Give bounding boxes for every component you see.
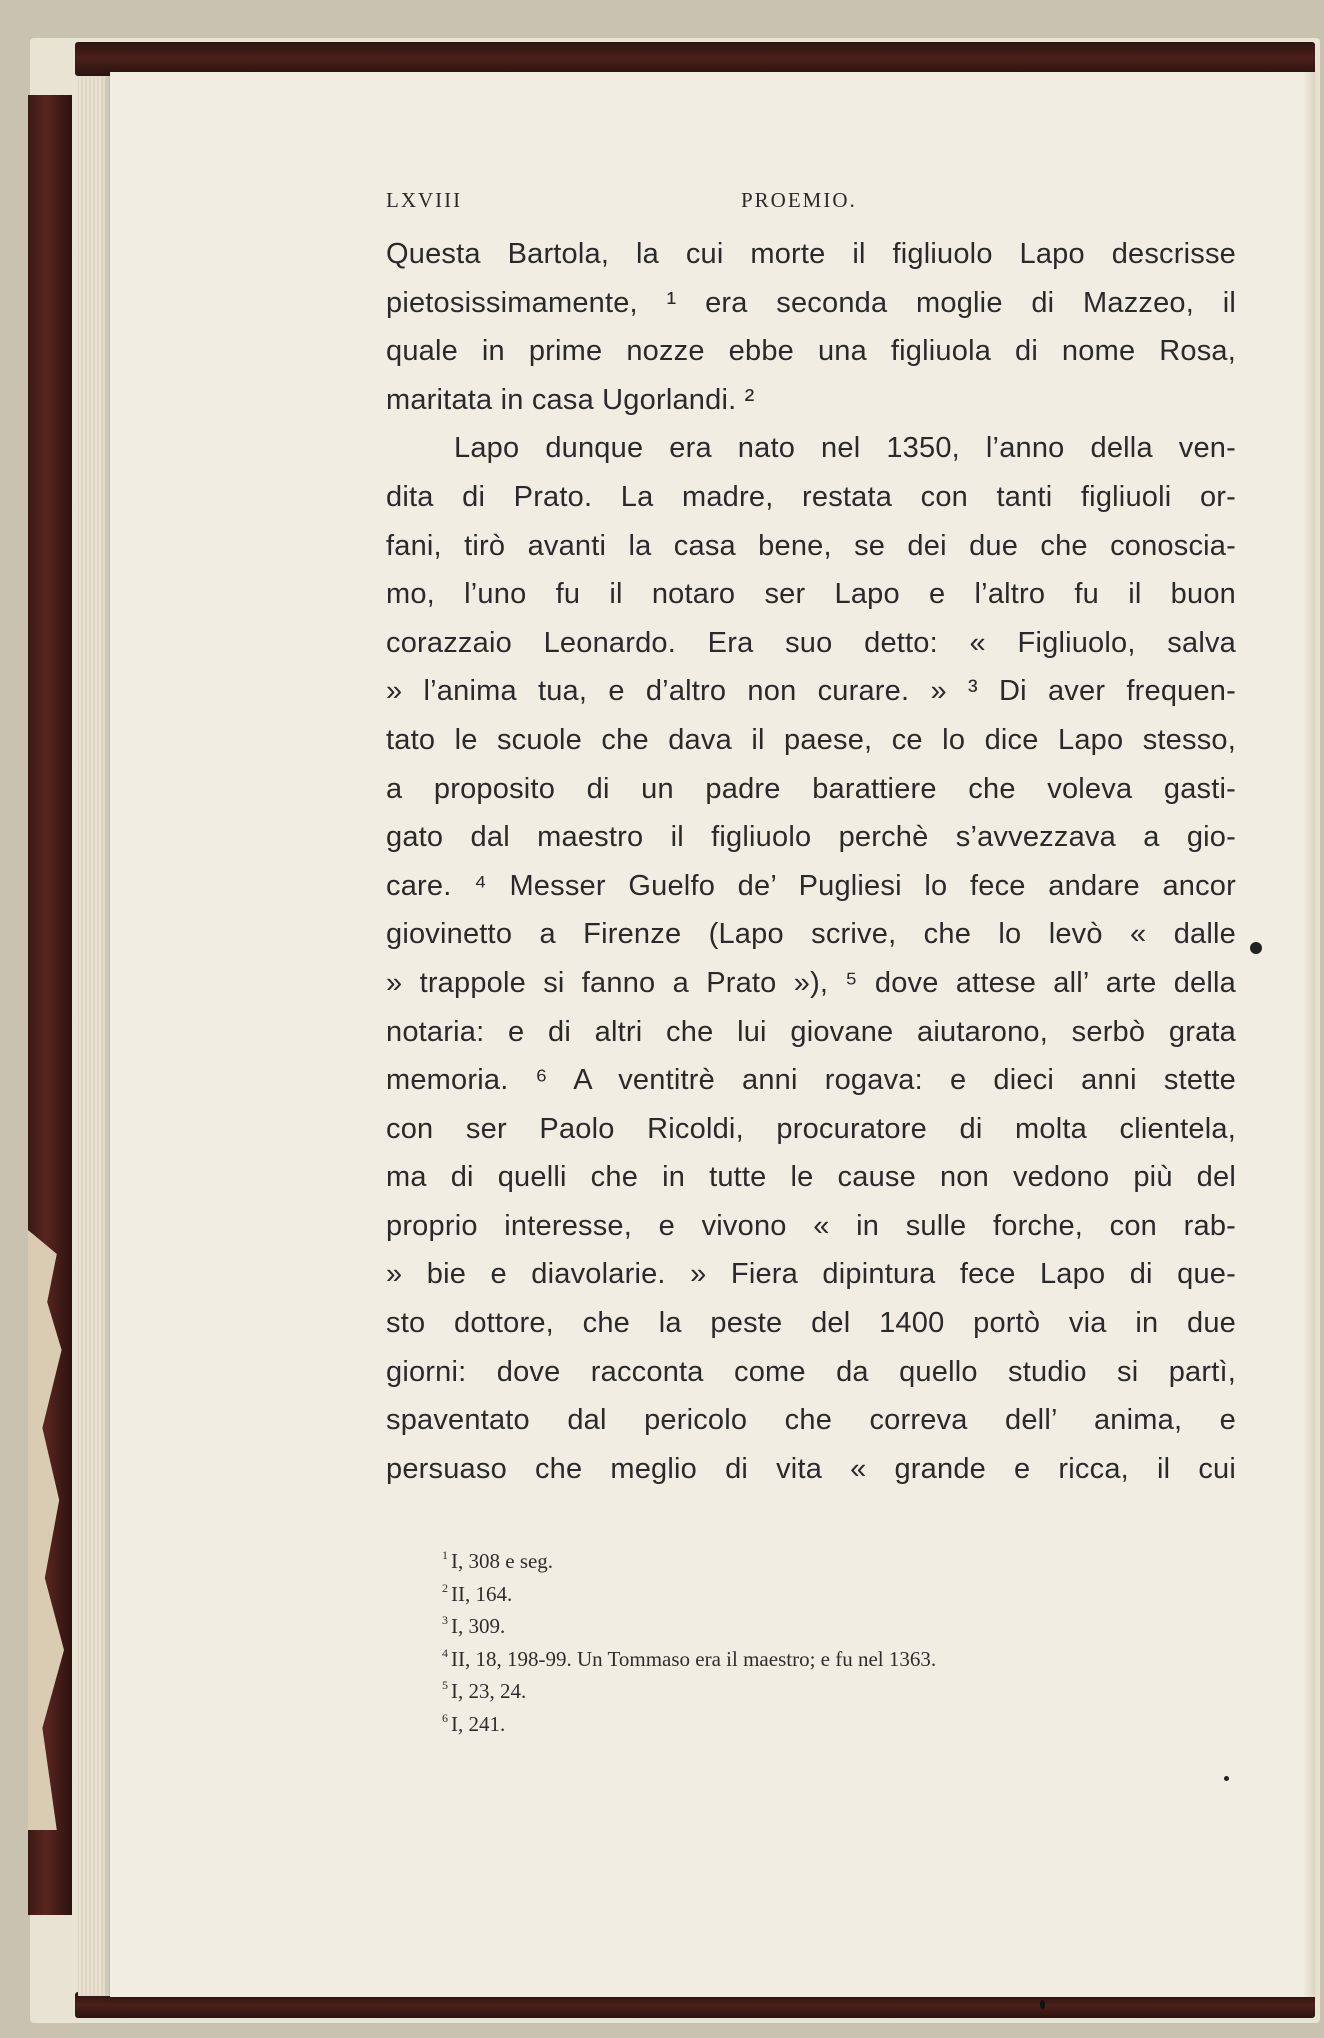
body-line: Questa Bartola, la cui morte il figliuolo Lapo descrisse [386, 238, 1236, 270]
footnote [442, 1702, 1236, 1735]
body-line: gato dal maestro il figliuolo perchè s’avvezzava a gio- [386, 821, 1236, 854]
body-line: care. ⁴ Messer Guelfo de’ Pugliesi lo fece andare ancor [386, 869, 1236, 902]
binding-top-edge [75, 42, 1315, 76]
body-line: proprio interesse, e vivono « in sulle forche, con rab- [386, 1209, 1236, 1242]
body-line: quale in prime nozze ebbe una figliuola di nome Rosa, [386, 335, 1236, 368]
ink-speck [1250, 942, 1262, 954]
body-text [386, 230, 1236, 1493]
footnotes [386, 1539, 1236, 1734]
body-line: ma di quelli che in tutte le cause non vedono più del [386, 1161, 1236, 1194]
running-title: PROEMIO. [741, 188, 857, 212]
footnote-marker: 2 [442, 1580, 448, 1595]
footnote-text: I, 308 e seg. [451, 1549, 554, 1574]
footnote-marker: 5 [442, 1678, 448, 1693]
body-line: spaventato dal pericolo che correva dell’ anima, e [386, 1404, 1236, 1437]
body-line: mo, l’uno fu il notaro ser Lapo e l’altro fu il buon [386, 578, 1236, 611]
footnote-text: I, 309. [451, 1614, 506, 1639]
page-header [386, 188, 1236, 230]
body-line: » trappole si fanno a Prato »), ⁵ dove attese all’ arte della [386, 966, 1236, 999]
ink-speck [1224, 1776, 1229, 1781]
body-line: con ser Paolo Ricoldi, procuratore di molta clientela, [386, 1112, 1236, 1145]
footnote [442, 1539, 1236, 1572]
body-line: a proposito di un padre barattiere che voleva gasti- [386, 772, 1236, 805]
body-line: tato le scuole che dava il paese, ce lo dice Lapo stesso, [386, 723, 1236, 756]
footnote [442, 1637, 1236, 1670]
body-line: memoria. ⁶ A ventitrè anni rogava: e dieci anni stette [386, 1064, 1236, 1097]
page-text-block [386, 188, 1236, 1734]
footnote [442, 1572, 1236, 1605]
page-number: LXVIII [386, 188, 463, 212]
body-line: giovinetto a Firenze (Lapo scrive, che lo levò « dalle [386, 918, 1236, 951]
footnote-marker: 4 [442, 1645, 448, 1660]
footnote [442, 1669, 1236, 1702]
footnote-marker: 1 [442, 1548, 448, 1563]
body-line: dita di Prato. La madre, restata con tanti figliuoli or- [386, 480, 1236, 513]
footnote-text: I, 241. [451, 1711, 506, 1736]
body-line: Lapo dunque era nato nel 1350, l’anno della ven- [454, 432, 1236, 465]
body-line: » l’anima tua, e d’altro non curare. » ³ Di aver frequen- [386, 675, 1236, 708]
body-line: pietosissimamente, ¹ era seconda moglie di Mazzeo, il [386, 286, 1236, 319]
ink-speck [1040, 2000, 1045, 2009]
body-line: » bie e diavolarie. » Fiera dipintura fece Lapo di que- [386, 1258, 1236, 1291]
footnote-text: II, 164. [451, 1581, 513, 1606]
footnote-text: II, 18, 198-99. Un Tommaso era il maestro; e fu nel 1363. [451, 1646, 937, 1671]
body-line: fani, tirò avanti la casa bene, se dei due che conoscia- [386, 529, 1236, 562]
footnote-marker: 6 [442, 1710, 448, 1725]
body-line: sto dottore, che la peste del 1400 portò via in due [386, 1307, 1236, 1340]
page-right-edge [1303, 72, 1315, 1997]
body-line: notaria: e di altri che lui giovane aiutarono, serbò grata [386, 1015, 1236, 1048]
footnote-text: I, 23, 24. [451, 1679, 527, 1704]
body-line: corazzaio Leonardo. Era suo detto: « Figliuolo, salva [386, 626, 1236, 659]
body-line: giorni: dove racconta come da quello studio si partì, [386, 1355, 1236, 1388]
body-line: maritata in casa Ugorlandi. ² [386, 383, 755, 416]
body-line: persuaso che meglio di vita « grande e ricca, il cui [386, 1452, 1236, 1485]
footnote [442, 1604, 1236, 1637]
footnote-marker: 3 [442, 1613, 448, 1628]
